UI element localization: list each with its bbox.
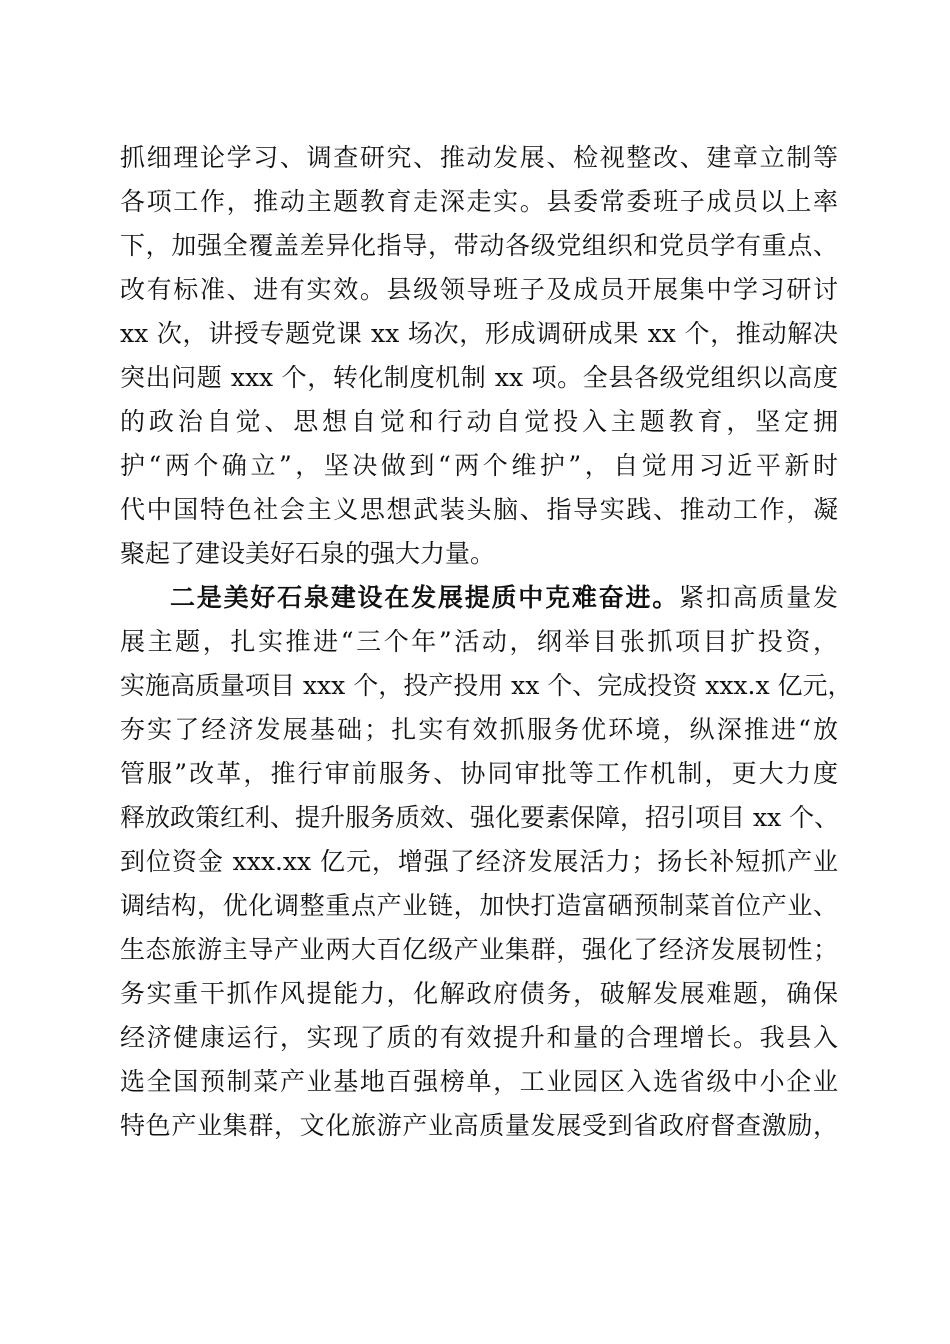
paragraph-heading: 二是美好石泉建设在发展提质中克难奋进。 [170, 583, 680, 612]
text-line: 展主题，扎实推进“三个年”活动，纲举目张抓项目扩投资， [120, 627, 838, 656]
document-page [120, 136, 853, 1148]
text-line: 生态旅游主导产业两大百亿级产业集群，强化了经济发展韧性； [120, 935, 838, 964]
paragraph-1 [120, 136, 838, 576]
text-line: 经济健康运行，实现了质的有效提升和量的合理增长。我县入 [120, 1023, 838, 1052]
text-line: 实施高质量项目 xxx 个，投产投用 xx 个、完成投资 xxx.x 亿元， [120, 671, 853, 700]
text-line: 特色产业集群，文化旅游产业高质量发展受到省政府督查激励， [120, 1111, 838, 1140]
text-line: xx 次，讲授专题党课 xx 场次，形成调研成果 xx 个，推动解决 [120, 319, 838, 348]
text-segment: 紧扣高质量发 [679, 583, 838, 612]
text-line: 突出问题 xxx 个，转化制度机制 xx 项。全县各级党组织以高度 [120, 363, 838, 392]
text-line: 管服”改革，推行审前服务、协同审批等工作机制，更大力度 [120, 759, 838, 788]
paragraph-2 [120, 576, 853, 1148]
text-line: 选全国预制菜产业基地百强榜单，工业园区入选省级中小企业 [120, 1067, 838, 1096]
text-line: 各项工作，推动主题教育走深走实。县委常委班子成员以上率 [120, 187, 838, 216]
text-line: 夯实了经济发展基础；扎实有效抓服务优环境，纵深推进“放 [120, 715, 838, 744]
text-line: 聚起了建设美好石泉的强大力量。 [120, 539, 496, 568]
text-line: 护“两个确立”，坚决做到“两个维护”，自觉用习近平新时 [120, 451, 838, 480]
text-line: 到位资金 xxx.xx 亿元，增强了经济发展活力；扬长补短抓产业 [120, 847, 838, 876]
text-line: 务实重干抓作风提能力，化解政府债务，破解发展难题，确保 [120, 979, 838, 1008]
text-line: 改有标准、进有实效。县级领导班子及成员开展集中学习研讨 [120, 275, 838, 304]
text-line: 抓细理论学习、调查研究、推动发展、检视整改、建章立制等 [120, 143, 838, 172]
text-line: 调结构，优化调整重点产业链，加快打造富硒预制菜首位产业、 [120, 891, 838, 920]
paragraph-first-line [120, 576, 838, 620]
text-line: 下，加强全覆盖差异化指导，带动各级党组织和党员学有重点、 [120, 231, 838, 260]
text-line: 代中国特色社会主义思想武装头脑、指导实践、推动工作，凝 [120, 495, 838, 524]
text-line: 释放政策红利、提升服务质效、强化要素保障，招引项目 xx 个、 [120, 803, 840, 832]
text-line: 的政治自觉、思想自觉和行动自觉投入主题教育，坚定拥 [120, 407, 838, 436]
